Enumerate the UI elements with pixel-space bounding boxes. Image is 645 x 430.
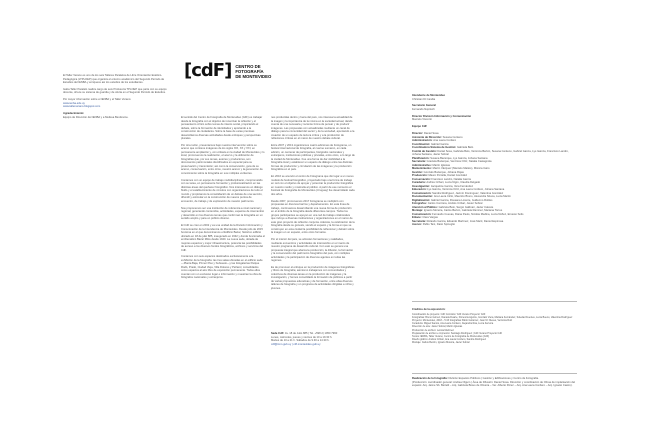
staff-role: Producción: — [412, 174, 429, 178]
staff-role-line — [412, 223, 577, 227]
staff-role: Gestión: — [412, 170, 424, 174]
staff-names: Martín Iglesias — [432, 163, 450, 167]
staff-role: Secretaría: — [412, 219, 427, 223]
staff-names: Daniel Sosa, Gabriela Belo, Verónica Bertón, Susana Centeno, Gabriel García, Lys Gainza, Francisco Landro, Johana Santana, Javier Sobral — [412, 149, 569, 157]
intendente-title: Intendente de Montevideo — [412, 94, 446, 97]
taller-link[interactable]: www.tallerverano.blogspot.com — [63, 105, 101, 109]
staff-names: Pablo Tani, Dario Spinoglio — [422, 223, 455, 227]
secretaria-title: Secretario General — [412, 104, 436, 108]
credit-line: Fotografías: Bruno Gómez, Daniela Duarte, Florencia Aguirre, Gonzalo Viera, Mariana Fernández, Soledad Fuentes, Lucía Bueno, Valentina Rodríguez — [412, 316, 573, 320]
staff-names: Gabriel García, Rossana Lorente, Guillermo Robles — [430, 198, 493, 202]
credit-line: Curaduría: Miguel Santos, Ana Laura Cordero, Alejandra Roa, Lucía Ferreira — [412, 322, 494, 326]
cdf-logo-text — [235, 64, 271, 79]
staff-role: Comunicación: — [412, 212, 433, 216]
credit-line: Producción de archivo: Leticia Martínez — [412, 328, 454, 332]
sede-address: Av. 18 de Julio 885 | Tel. +598 2) 1950 7960 — [284, 332, 338, 335]
staff-role: Acervo: — [412, 223, 423, 227]
equipo-title: Equipo CdF — [412, 125, 428, 129]
staff-names: Ignacio Moreira, Carlos Bertón, Gabriela Ramírez, Mariana Torres — [423, 209, 503, 213]
staff-role: Curaduría: — [412, 181, 427, 185]
realizacion-block — [412, 377, 577, 388]
activities-paragraph-6: Es de promover el enfoque en la producción de imágenes fotográficas y libros de fotografía; asimismo trabajamos con comunidades y colectivos de diversas áreas en la producción de imágenes y la investigación, y hemos consolidado la formación de públicos a partir de varias propuestas educativas y de formación, entre ellas diversos talleres de fotografía y un programa de actividades dirigidas a niños y jóvenes. — [271, 265, 355, 290]
cdf-description-column — [181, 116, 265, 283]
staff-role: Coordinadora Sistema de Gestión: — [412, 146, 457, 150]
staff-names: Ana Laura Cordero — [433, 139, 457, 143]
credit-line: Proyecto: Montevideo, 2018 – 5:43 fotografías Pablo Gutiérrez, Juan M. Nieves, Verónica Ruiz — [412, 319, 513, 323]
staff-column — [412, 94, 577, 227]
credit-line: Diseño gráfico: Andrés Cribari, Ana Laura Cordero, Sandra Rodríguez — [412, 337, 487, 341]
ienba-link[interactable]: www.ienba.edu.uy — [63, 101, 85, 105]
cdf-paragraph-4: Nos proponemos ser una institución de referencia a nivel nacional y regional, generando contenidos, actividades, espacios de intercambio y desarrollo en los diversos temas que conforman la fotografía en un sentido amplio y para un público diverso. — [181, 206, 265, 221]
activities-paragraph-1: nes producidas dentro y fuera del país, nos interesa la actualidad de la imagen y la importancia de la misma en la sociedad actual, dando cuenta de una necesaria y reciente forma de pensar y de producir imágenes. Las propuestas con actualizadas mediante un canal de diálogo para la comunidad del sector y de la sociedad, apuntando a la creación de un espacio de lectura crítica y a la producción de reflexiones críticas en el marco de nuestro debate cultural. — [271, 116, 355, 140]
staff-role: Digitalización: — [412, 198, 431, 202]
staff-names: Gabriel García — [430, 142, 449, 146]
thanks-text: Equipo de Dirección del IENBA y a Melissa Bendevine. — [63, 115, 129, 119]
credits-list — [412, 313, 577, 344]
cdf-paragraph-5: El CdF se creó en 2002 y es una unidad de la División Información y Comunicación de la Intendencia de Montevideo. Desde julio de 2015 funciona en el que denominamos el Edificio Bazar, histórico edificio ubicado en 18 de julio 885, inaugurado en 1932 y donde funcionaba el emblemático Bazar Mitre desde 1940. La nueva sede, dotada de mejores espacios y mejor infraestructura, potencia las posibilidades de acceso a los diversos fondos fotográficos, archivos y servicios del CdF. — [181, 224, 265, 252]
staff-names: Gabriela Belo — [456, 146, 474, 150]
staff-role: Enlace: — [412, 216, 423, 220]
intendente-block — [412, 94, 577, 101]
staff-names: Rolando García, Eduardo Martínez, José Martí, Daniel Espinosa — [426, 219, 504, 223]
sede-hours-2: Martes de 10 a 21 h. Sábados de 9.30 a 14.30 h. — [271, 339, 330, 342]
equipo-block — [412, 125, 577, 226]
staff-names: Mauro Portella, Daniel González — [428, 174, 468, 178]
staff-role: Documentación: — [412, 195, 434, 199]
staff-names: Gabriela Belo, Sergio Gallinari, Javier Calvete — [438, 205, 494, 209]
staff-role: Comité de Gestión: — [412, 149, 438, 153]
staff-names: Gonzalo Bazerque, Johana Rojas — [423, 170, 464, 174]
cdf-logo-mark: [cdF] — [184, 60, 232, 81]
staff-role-line — [412, 150, 577, 157]
staff-role: Planificación: — [412, 156, 431, 160]
intendente-name: Christian Di Candia — [412, 97, 436, 101]
staff-role: Atención al Público: — [412, 205, 439, 209]
staff-names: Ana Laura Cirilo, Mauricio Bruno, Alexandra Nóvoa, Lucia Martín — [433, 195, 511, 199]
sede-label: Sede CdF: — [271, 332, 285, 335]
sede-hours-1: Lunes, miércoles, jueves y viernes de 10 a 19.30 h. — [271, 335, 333, 339]
staff-names: Fernando Cuevas, Diana Paulo, Nicolás Medina, Lucía Núñez, Ernesto Solis — [432, 212, 524, 216]
credits-block — [412, 308, 577, 344]
credit-line: Textos: IENBA, Taller Verano, Centro de Fotografía de Montevideo (CdF) — [412, 334, 490, 338]
realizacion-text-1: División Espacios Públicos | Gestión y Edificaciones y Centro de Fotografía. — [448, 377, 539, 380]
staff-role: Conservación: — [412, 177, 432, 181]
staff-names: Susana Centeno — [442, 135, 463, 139]
staff-names: Carlos Contrera, Andrés Cribari, Javier Sobral — [427, 202, 483, 206]
cdf-logo — [184, 62, 271, 80]
staff-names: Clara Vargas — [422, 216, 438, 220]
realizacion-text-2: (Producción: coordinador general: Andrea Olguín | Área de Difusión: Daniel Sosa. Dirección y coordinación de Obras de implantación del espacio: Arq. Jaime Sb. Bertelli – Arq. Gabriela Bravo de Oliveira – Ver. Alberto Pérez – Arq. Ana Laura Cordero – Arq. Ignacio Castro). — [412, 380, 575, 387]
info-text: Por mayor información sobre el IENBA y el Taller Verano: — [63, 98, 132, 102]
staff-role: Educación: — [412, 188, 428, 192]
activities-paragraph-4: Desde 2007, promovemos 2017 Fotograma se multiplicó con propuestas en diversos barrios y departamentos. En esta línea de trabajo, continuamos desarrollando una nueva forma de producción en el ámbito de la fotografía desde diferentes campos. Todos los grupos participantes se apoyan en una red de trabajo colaborativa que incluye a diversas instituciones y organizaciones en el marco de este gran proyecto de reflexión conjunta. Además, la celebración de la fotografía desde su génesis, siendo el espacio y la forma en que se construyen en esta ciudad la posibilidad de reflexionar y debatir sobre la imagen en un espacio, entre otros formatos. — [271, 199, 355, 235]
cdf-activities-column — [271, 116, 355, 294]
director-name: Marcelo Visconti — [412, 118, 432, 122]
staff-role: Mantenimiento: — [412, 167, 433, 171]
thanks-block — [63, 112, 170, 119]
staff-role: Asistente de Dirección: — [412, 135, 443, 139]
staff-names: Graciela Bazerque, Verónica Ortiz, Natalia Castagnola — [426, 160, 492, 164]
secretaria-block — [412, 104, 577, 111]
staff-names: Susana Bazerque, Lys Gainza, Johana Santana — [430, 156, 488, 160]
realizacion-title: Realización de la fotografía: — [412, 377, 448, 380]
cdf-paragraph-1: El sentido del Centro de Fotografía de Montevideo (CdF) es trabajar desde la fotografía con el objetivo de incentivar la reflexión y el pensamiento crítico sobre temas de interés social, propiciando el debate, sobre la formación de identidades y aportando a la construcción de ciudadanía. Sobre la base de estas premisas desarrollamos diversas actividades desde enfoques y perspectivas plurales. — [181, 116, 263, 140]
info-paragraph — [63, 98, 170, 109]
cdf-paragraph-2: Por otra razón, presentamos bajo nuestra intervención sobre su acervo que contiene imágenes de los siglos XIX, XX y XXI, en permanente ampliación y, con énfasis en la ciudad de Montevideo y lo local, promovemos la realización, el acervo y la utilización de fotografías que, por sus temas, autores y productores, son documentos patrimoniales identificados en especial para su preservación y transmisión; así como la conservación, guía de su acervo, conservación, entre otros, nuestro acervo y la generación de conocimiento sobre la fotografía en sus múltiples vertientes. — [181, 143, 265, 175]
logo-line-2: FOTOGRAFÍA — [235, 68, 264, 74]
taller-paragraph: Gaba Taller Paralelo realiza cargo de seis Profesoría TPLOEP que parte con su equipo docente, ofrece su sistema de guardia y de oferta en el Segundo Período de Estudios. — [63, 87, 167, 95]
cdf-paragraph-6: Contamos con seis espacios destinados exclusivamente a la exhibición de la fotografía: las tres salas ubicadas en el edificio sede—Planta Baja, Primer Piso y Subsuelo—y las fotogalerías Parque Rodó, Prado, Ciudad Vieja, Villa Dolores y Peñarol, consolidados como espacios al aire libre de exposición permanente. Todos ellos cuentan con un exclusivo lugar e información y muestran la obra de fotógrafos nacionales y extranjeros. — [181, 255, 263, 280]
logo-line-3: DE MONTEVIDEO — [235, 73, 272, 79]
staff-names: Lys Gainza, Verónica Ortiz, Ana Laura Cordero, Johana Santana — [427, 188, 505, 192]
activities-paragraph-3: En 2016 se anunció el centro de Fotograma que dio lugar a un nuevo modelo de festival fotográfico, proyectado bajo una forma de trabajo en red con el objetivo de apoyar y potenciar la producción fotográfica en nuestro medio y mostrarla al público. A partir de ese momento el Festival de Fotografía de Montevideo (Uruguay) fue desarrollado cada dos años. — [271, 175, 355, 196]
sede-info — [271, 332, 355, 346]
staff-role: Secretaría: — [412, 160, 427, 164]
credit-line: Montaje: Carlos Bertón, Ignacio Moreira, Javier Sobral — [412, 340, 470, 344]
sede-web[interactable]: cdf@imm.gub.uy | cdf.montevideo.gub.uy — [271, 342, 321, 346]
staff-names: Martín Vázquez (Marcelo Mattos), Mónica Cairo — [432, 167, 490, 171]
staff-names: Francisco Landro, Natalia García — [431, 177, 471, 181]
director-title: Director División Información y Comunicación — [412, 114, 472, 118]
realizacion-divider — [412, 373, 577, 374]
staff-role: Administrativo: — [412, 163, 433, 167]
activities-paragraph-2: Entre 2007 y 2013 organizamos cuatro ediciones de Fotograma, un festival internacional de fotografía, al cual se sumaron, en cada edición, un centenar de participantes, fotógrafos nacionales y extranjeros, instituciones públicas y privadas, entre otros, a lo largo de la ciudad de Montevideo. Fue una forma de dar visibilidad a la fotografía local y establecer un espacio de diálogo entre las distintas formas de producción y circulación de las imágenes y la producción fotográfica en el país. — [271, 143, 355, 172]
credit-line: Coordinación de proyecto: CdF Comisión 'CdF Verano Proyecto' CdF — [412, 313, 486, 317]
staff-names: Sandra Rodríguez, Jazmín Domínguez, Valentina González — [432, 191, 504, 195]
staff-role: Administración: — [412, 139, 434, 143]
credits-divider — [412, 301, 577, 302]
director-block — [412, 115, 577, 122]
staff-role: Director: — [412, 132, 424, 136]
credit-line: Preparación de archivo e impresión: Santiago Rodríguez | CdF Verano Proyecto CdF — [412, 331, 503, 335]
staff-role: Investigación: — [412, 184, 431, 188]
staff-names: Jacqueline García, Vera Fernández — [430, 184, 474, 188]
staff-role: Coordinación: — [412, 142, 431, 146]
activities-paragraph-5: Por el interior del país, se articulan formaciones y realidades, mediante encuentros y actividades de intercambio en el marco de nuestro programa de desarrollo cultural. Con esto se genera una propuesta integral que abarca la producción, la difusión, la formación y la conservación del patrimonio fotográfico del país, con múltiples actividades y la participación de diversos agentes en todas las regiones. — [271, 238, 354, 263]
intro-paragraph: El Taller Verano es uno de los seis Talleres Paralelos de Libre Orientación Estético-Pedagógica (LTPLOEP) que organiza el entorno académico del Segundo Período de Estudios del IENBA y enriquece así los estudios de los estudiantes. — [63, 74, 165, 84]
credits-title: Créditos de la exposición: — [412, 308, 446, 311]
staff-role: Montaje: — [412, 209, 424, 213]
roles-list — [412, 132, 577, 227]
taller-verano-column — [63, 74, 170, 123]
staff-names: Daniel Sosa — [423, 132, 439, 136]
staff-role: Comunicación: — [412, 191, 433, 195]
cdf-paragraph-3: Contamos con un equipo de trabajo multidisciplinario, comprometido con su tarea, en permanente formación y profesionalización en las distintas áreas del quehacer fotográfico. Nos interesamos en diálogo fluido y el establecimiento de vínculos con organizaciones de todo el mundo y propiciamos la consolidación de un debate de una sección, difundir y estimular en la construcción de nuevos puntos de encuentro, de trabajo y de exploración de nuestro patrimonio. — [181, 178, 263, 203]
staff-names: Andrés Cribari, Lucía Nigro, Claudia Delgado — [426, 181, 481, 185]
staff-role: Fotógrafos: — [412, 202, 428, 206]
credit-line: Dirección de arte: Javier Sobral, Martín Iglesias — [412, 325, 463, 329]
logo-line-1: CENTRO DE — [235, 63, 261, 69]
thanks-title: Agradecimiento: — [63, 112, 85, 116]
secretaria-name: Fernando Nopitsch — [412, 107, 435, 111]
